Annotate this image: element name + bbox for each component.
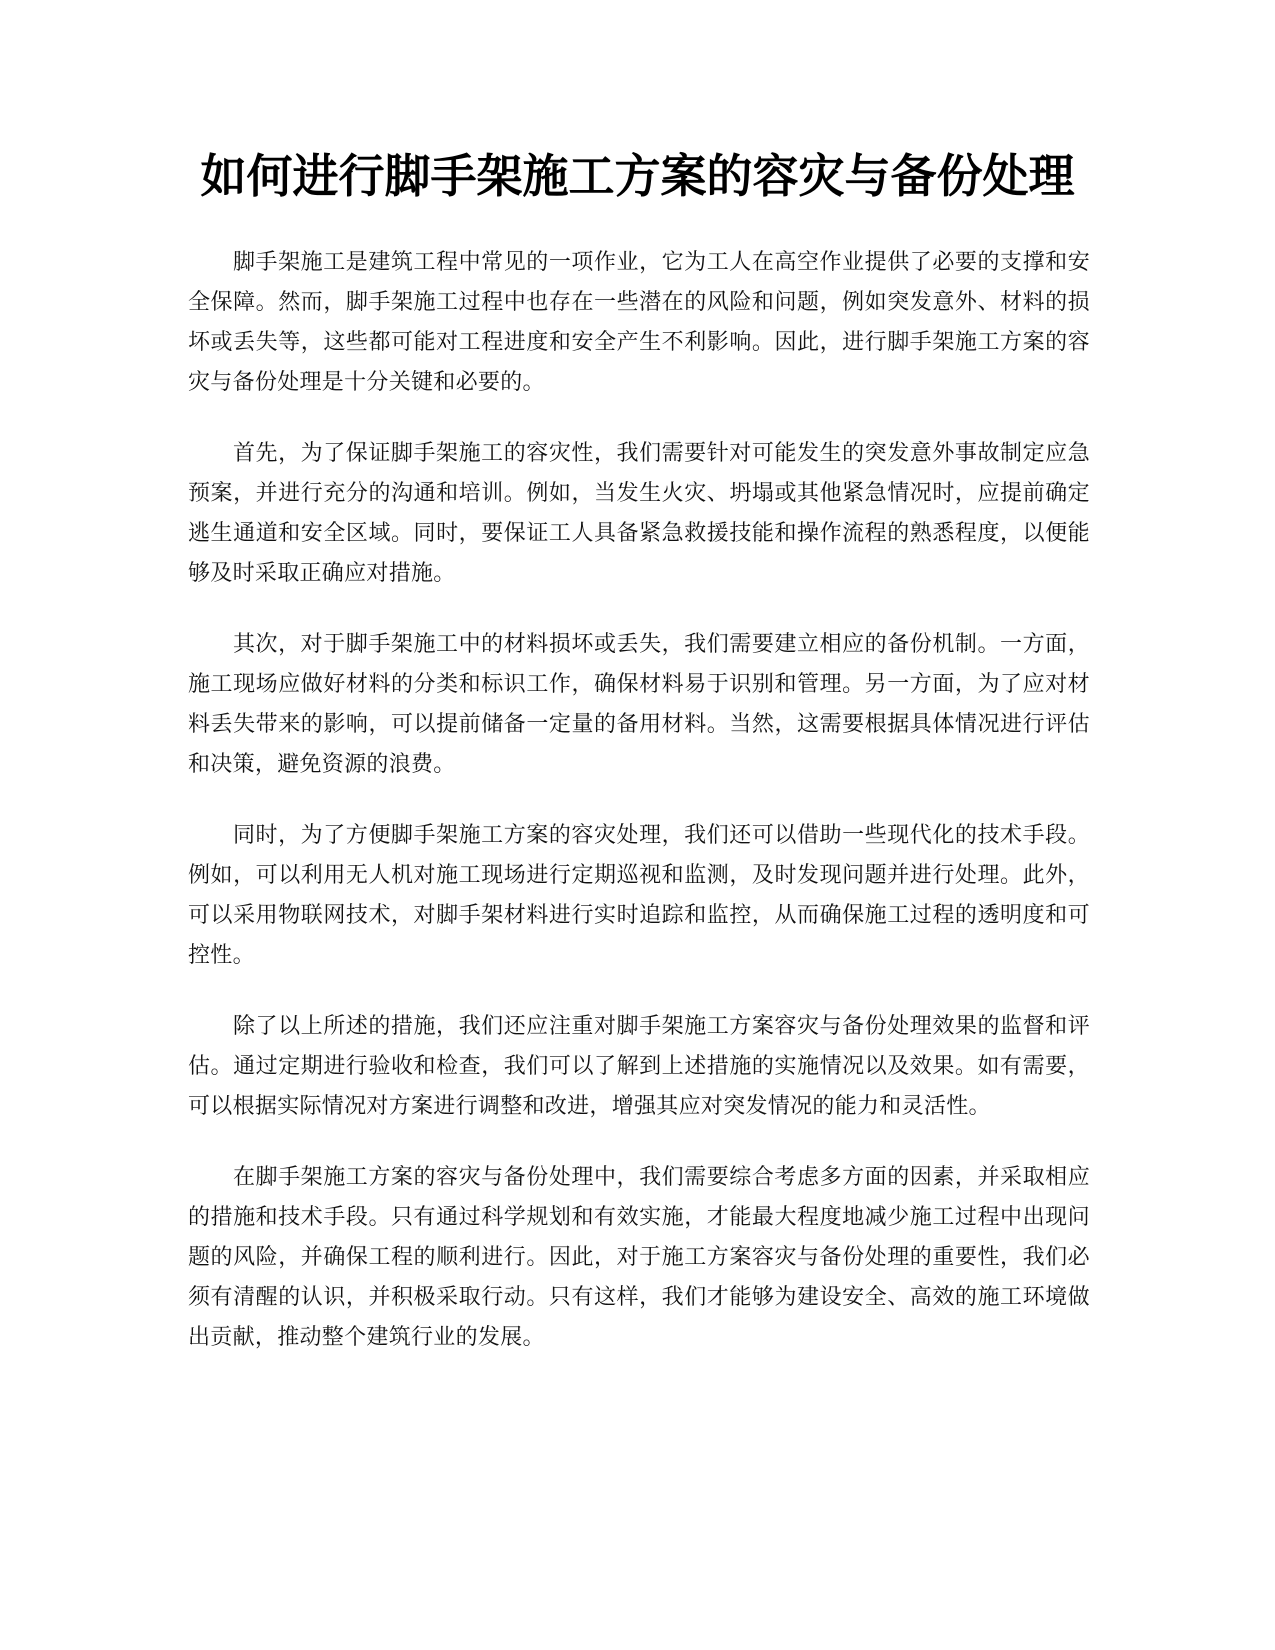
paragraph-intro: 脚手架施工是建筑工程中常见的一项作业，它为工人在高空作业提供了必要的支撑和安全保障。然而，脚手架施工过程中也存在一些潜在的风险和问题，例如突发意外、材料的损坏或丢失等，这些都可能对工程进度和安全产生不利影响。因此，进行脚手架施工方案的容灾与备份处理是十分关键和必要的。 <box>188 250 1090 395</box>
paragraph-conclusion: 在脚手架施工方案的容灾与备份处理中，我们需要综合考虑多方面的因素，并采取相应的措施和技术手段。只有通过科学规划和有效实施，才能最大程度地减少施工过程中出现问题的风险，并确保工程的顺利进行。因此，对于施工方案容灾与备份处理的重要性，我们必须有清醒的认识，并积极采取行动。只有这样，我们才能够为建设安全、高效的施工环境做出贡献，推动整个建筑行业的发展。 <box>188 1165 1090 1350</box>
document-body <box>188 243 1090 1389</box>
paragraph-material-backup: 其次，对于脚手架施工中的材料损坏或丢失，我们需要建立相应的备份机制。一方面，施工现场应做好材料的分类和标识工作，确保材料易于识别和管理。另一方面，为了应对材料丢失带来的影响，可以提前储备一定量的备用材料。当然，这需要根据具体情况进行评估和决策，避免资源的浪费。 <box>188 632 1090 777</box>
document-title: 如何进行脚手架施工方案的容灾与备份处理 <box>200 149 1075 203</box>
paragraph-technology: 同时，为了方便脚手架施工方案的容灾处理，我们还可以借助一些现代化的技术手段。例如，可以利用无人机对施工现场进行定期巡视和监测，及时发现问题并进行处理。此外，可以采用物联网技术，对脚手架材料进行实时追踪和监控，从而确保施工过程的透明度和可控性。 <box>188 823 1090 968</box>
paragraph-evaluation: 除了以上所述的措施，我们还应注重对脚手架施工方案容灾与备份处理效果的监督和评估。通过定期进行验收和检查，我们可以了解到上述措施的实施情况以及效果。如有需要，可以根据实际情况对方案进行调整和改进，增强其应对突发情况的能力和灵活性。 <box>188 1014 1090 1119</box>
paragraph-emergency-plan: 首先，为了保证脚手架施工的容灾性，我们需要针对可能发生的突发意外事故制定应急预案，并进行充分的沟通和培训。例如，当发生火灾、坍塌或其他紧急情况时，应提前确定逃生通道和安全区域。同时，要保证工人具备紧急救援技能和操作流程的熟悉程度，以便能够及时采取正确应对措施。 <box>188 441 1090 586</box>
